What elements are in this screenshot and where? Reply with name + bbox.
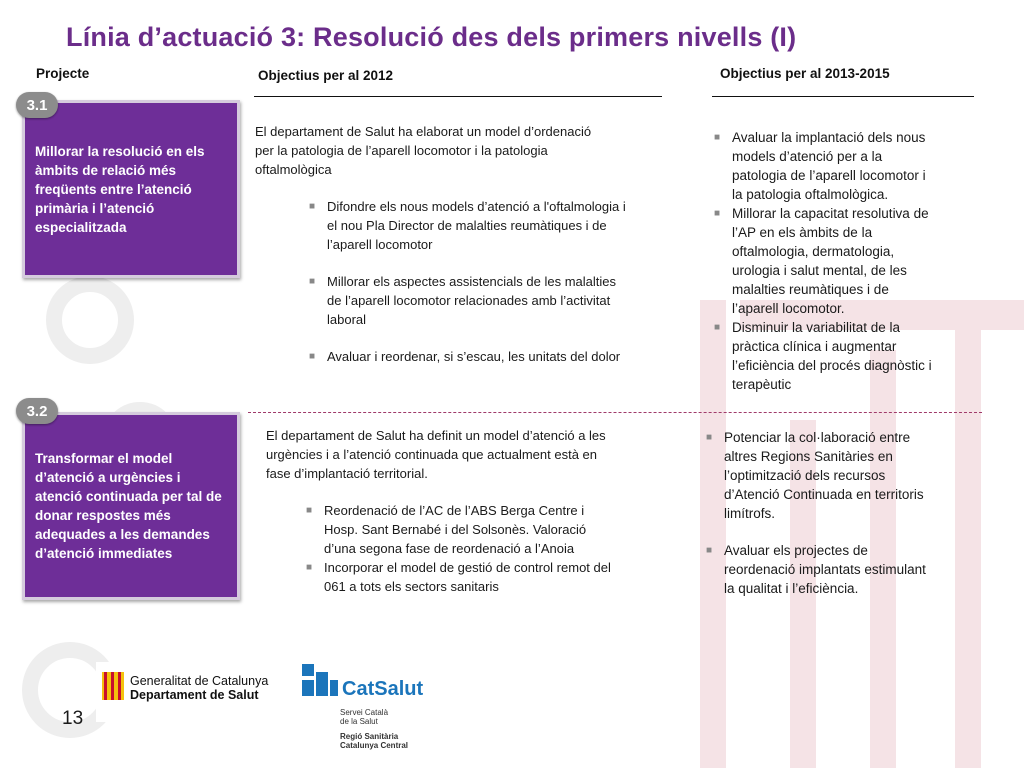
bullet-2015-3-1-a: ■ Avaluar la implantació dels nous models d’atenció per a la patologia de l’aparell locomotor i la patologia oftalmològica. (714, 130, 926, 202)
bullet-2012-3-1-b: ■ Millorar els aspectes assistencials de les malalties de l’aparell locomotor relacionades amb l’activitat laboral (309, 274, 617, 327)
page-number: 13 (62, 708, 84, 729)
bullet-2015-3-2-b: ■ Avaluar els projectes de reordenació implantats estimulant la qualitat i l’eficiència. (706, 543, 926, 596)
intro-3-2: El departament de Salut ha definit un model d’atenció a les urgències i a l’atenció continuada que actualment està en fase d’implantació territorial. (266, 428, 606, 481)
row-separator (248, 412, 982, 413)
bullet-square-icon: ■ (306, 562, 313, 573)
bullet-square-icon: ■ (706, 432, 713, 443)
bullet-square-icon: ■ (306, 505, 313, 516)
bullet-square-icon: ■ (309, 201, 316, 212)
objectives-2012-block-3-1 (255, 122, 700, 366)
generalitat-name: Generalitat de Catalunya (130, 674, 269, 688)
catsalut-name: CatSalut (342, 678, 424, 700)
bullet-2015-3-2-a: ■ Potenciar la col·laboració entre altres Regions Sanitàries en l’optimització dels recursos d’Atenció Continuada en territoris limítrofs. (706, 430, 924, 521)
bullet-square-icon: ■ (714, 132, 721, 143)
department-name: Departament de Salut (130, 688, 259, 702)
project-badge-3-2: 3.2 (16, 398, 58, 424)
bullet-square-icon: ■ (706, 545, 713, 556)
header-objectives-2012: Objectius per al 2012 (258, 68, 394, 83)
bullet-2012-3-1-a: ■ Difondre els nous models d’atenció a l'oftalmologia i el nou Pla Director de malalties reumàtiques i de l’aparell locomotor (309, 199, 626, 252)
bullet-2012-3-1-c: ■ Avaluar i reordenar, si s’escau, les unitats del dolor (309, 349, 621, 364)
bullet-square-icon: ■ (714, 322, 721, 333)
project-badge-3-1: 3.1 (16, 92, 58, 118)
objectives-2015-block-3-2 (706, 428, 996, 598)
catsalut-logo (292, 642, 452, 768)
bullet-2012-3-2-a: ■ Reordenació de l’AC de l’ABS Berga Centre i Hosp. Sant Bernabé i del Solsonès. Valoració d’una segona fase de reordenació a l’Anoia (306, 503, 587, 556)
catsalut-emblem-icon (300, 662, 340, 702)
bullet-square-icon: ■ (309, 351, 316, 362)
catsalut-sub-4: Catalunya Central (340, 741, 409, 750)
project-box-3-1 (22, 100, 240, 278)
bullet-2015-3-1-c: ■ Disminuir la variabilitat de la pràctica clínica i augmentar l’eficiència del procés diagnòstic i terapèutic (714, 320, 932, 392)
header-rule-2013 (712, 96, 974, 97)
project-box-3-2 (22, 412, 240, 600)
bullet-square-icon: ■ (309, 276, 316, 287)
bullet-square-icon: ■ (714, 208, 721, 219)
bullet-2015-3-1-b: ■ Millorar la capacitat resolutiva de l’AP en els àmbits de la oftalmologia, dermatologia, urologia i salut mental, de les malalties reumàtiques i de l’aparell locomotor. (714, 206, 929, 316)
header-objectives-2013-2015: Objectius per al 2013-2015 (720, 66, 890, 81)
catsalut-sub-1: Servei Català (340, 708, 389, 717)
slide-title: Línia d’actuació 3: Resolució des dels primers nivells (I) (66, 22, 797, 52)
project-text-3-1: Millorar la resolució en els àmbits de relació més freqüents entre l’atenció primària i l’atenció especialitzada (35, 143, 205, 235)
catsalut-sub-2: de la Salut (340, 717, 378, 726)
intro-3-1: El departament de Salut ha elaborat un model d’ordenació per la patologia de l’aparell locomotor i la patologia oftalmològica (255, 124, 592, 177)
bullet-2012-3-2-b: ■ Incorporar el model de gestió de control remot del 061 a tots els sectors sanitaris (306, 560, 611, 594)
objectives-2012-block-3-2 (266, 426, 706, 596)
catalan-flag-icon (102, 672, 124, 700)
project-text-3-2: Transformar el model d’atenció a urgències i atenció continuada per tal de donar respostes més adequades a les demandes d’atenció immediates (35, 451, 222, 561)
header-project: Projecte (36, 66, 90, 81)
header-rule-2012 (254, 96, 662, 97)
objectives-2015-block-3-1 (714, 128, 994, 394)
generalitat-logo (96, 662, 272, 722)
catsalut-sub-3: Regió Sanitària (340, 732, 399, 741)
